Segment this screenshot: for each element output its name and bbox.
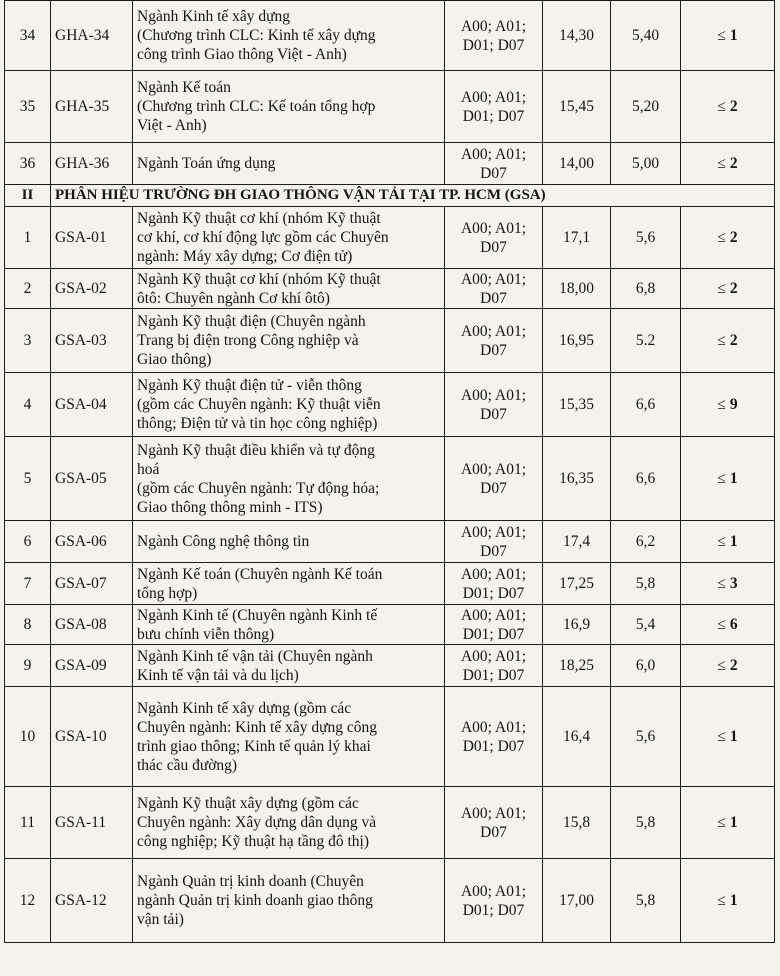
minimum-score-cell: 5,20 <box>611 71 681 143</box>
cutoff-score-cell: 18,25 <box>543 645 611 687</box>
major-code-cell: GHA-35 <box>51 71 133 143</box>
table-row <box>5 143 775 185</box>
minimum-score-cell: 6,0 <box>611 645 681 687</box>
stt-cell: 8 <box>5 605 51 645</box>
subject-combination-cell <box>445 687 543 787</box>
major-code-cell: GSA-07 <box>51 563 133 605</box>
table-row <box>5 645 775 687</box>
subject-combination-line: A00; A01; <box>460 565 527 583</box>
major-code-cell: GSA-10 <box>51 687 133 787</box>
subject-combination-cell <box>445 787 543 859</box>
wish-order-value: 3 <box>729 575 738 592</box>
stt-cell: 34 <box>5 1 51 71</box>
major-name-line: công nghiệp; Kỹ thuật hạ tầng đô thị) <box>137 833 370 850</box>
major-code-cell: GSA-04 <box>51 373 133 437</box>
wish-order-value: 1 <box>729 814 738 831</box>
wish-order-value: 2 <box>729 229 738 246</box>
cutoff-score-cell: 15,45 <box>543 71 611 143</box>
major-name-line: tổng hợp) <box>137 584 198 602</box>
major-name-line: (Chương trình CLC: Kế toán tổng hợp <box>137 98 376 115</box>
major-name-line: Ngành Kế toán <box>137 79 231 96</box>
less-equal-symbol: ≤ <box>717 892 726 909</box>
stt-cell: 3 <box>5 309 51 373</box>
subject-combination-line: A00; A01; <box>460 88 527 106</box>
wish-order-value: 1 <box>729 470 738 487</box>
minimum-score-cell: 5,8 <box>611 859 681 943</box>
subject-combination-line: D07 <box>480 164 507 182</box>
major-name-cell <box>133 563 445 605</box>
subject-combination-line: A00; A01; <box>460 145 527 163</box>
wish-order-cell <box>681 859 775 943</box>
major-name-line: ngành: Máy xây dựng; Cơ điện tử) <box>137 248 353 265</box>
major-name-cell <box>133 521 445 563</box>
major-name-cell <box>133 373 445 437</box>
subject-combination-cell <box>445 645 543 687</box>
wish-order-value: 6 <box>729 616 738 633</box>
table-row <box>5 687 775 787</box>
major-name-line: Ngành Công nghệ thông tin <box>137 533 310 550</box>
subject-combination-line: A00; A01; <box>460 804 527 822</box>
cutoff-score-cell: 17,1 <box>543 207 611 269</box>
cutoff-score-cell: 14,30 <box>543 1 611 71</box>
major-name-line: Chuyên ngành: Xây dựng dân dụng và <box>137 814 377 831</box>
major-name-line: Chuyên ngành: Kinh tế xây dựng công <box>137 718 378 736</box>
cutoff-score-cell: 15,35 <box>543 373 611 437</box>
wish-order-value: 1 <box>729 27 738 44</box>
subject-combination-line: D07 <box>480 238 507 256</box>
minimum-score-cell: 5,6 <box>611 687 681 787</box>
stt-cell: 35 <box>5 71 51 143</box>
table-body-bottom <box>5 207 775 943</box>
admission-cutoff-table <box>4 0 775 943</box>
less-equal-symbol: ≤ <box>717 470 726 487</box>
major-name-cell <box>133 309 445 373</box>
cutoff-score-cell: 15,8 <box>543 787 611 859</box>
major-name-cell <box>133 859 445 943</box>
subject-combination-line: A00; A01; <box>460 523 527 541</box>
subject-combination-line: D07 <box>480 341 507 359</box>
minimum-score-cell: 5,4 <box>611 605 681 645</box>
wish-order-cell <box>681 645 775 687</box>
table-row <box>5 373 775 437</box>
major-name-line: (Chương trình CLC: Kinh tế xây dựng <box>137 27 376 44</box>
table-row <box>5 787 775 859</box>
stt-cell: 5 <box>5 437 51 521</box>
minimum-score-cell: 5,00 <box>611 143 681 185</box>
wish-order-value: 1 <box>729 892 738 909</box>
wish-order-value: 2 <box>729 155 738 172</box>
subject-combination-line: A00; A01; <box>460 647 527 665</box>
subject-combination-line: D07 <box>480 823 507 841</box>
table-row <box>5 269 775 309</box>
subject-combination-cell <box>445 605 543 645</box>
major-code-cell: GSA-12 <box>51 859 133 943</box>
wish-order-cell <box>681 437 775 521</box>
subject-combination-line: A00; A01; <box>460 718 527 736</box>
major-name-line: Ngành Kế toán (Chuyên ngành Kế toán <box>137 565 383 583</box>
major-name-line: Ngành Kỹ thuật cơ khí (nhóm Kỹ thuật <box>137 210 381 227</box>
wish-order-cell <box>681 143 775 185</box>
major-name-line: Kinh tế vận tải và du lịch) <box>137 666 299 684</box>
major-name-cell <box>133 605 445 645</box>
major-code-cell: GSA-06 <box>51 521 133 563</box>
table-row <box>5 71 775 143</box>
less-equal-symbol: ≤ <box>717 728 726 745</box>
wish-order-value: 9 <box>729 396 738 413</box>
wish-order-cell <box>681 1 775 71</box>
less-equal-symbol: ≤ <box>717 98 726 115</box>
minimum-score-cell: 5,8 <box>611 563 681 605</box>
cutoff-score-cell: 17,25 <box>543 563 611 605</box>
stt-cell: 12 <box>5 859 51 943</box>
less-equal-symbol: ≤ <box>717 814 726 831</box>
table-row <box>5 207 775 269</box>
major-name-cell <box>133 71 445 143</box>
wish-order-cell <box>681 521 775 563</box>
wish-order-cell <box>681 373 775 437</box>
less-equal-symbol: ≤ <box>717 155 726 172</box>
cutoff-score-cell: 17,00 <box>543 859 611 943</box>
cutoff-score-cell: 17,4 <box>543 521 611 563</box>
major-code-cell: GHA-36 <box>51 143 133 185</box>
major-name-line: Ngành Kỹ thuật điện (Chuyên ngành <box>137 313 366 330</box>
subject-combination-line: D01; D07 <box>462 584 525 602</box>
major-name-line: Ngành Kinh tế xây dựng (gồm các <box>137 699 352 717</box>
major-name-line: công trình Giao thông Việt - Anh) <box>137 46 347 63</box>
subject-combination-line: D07 <box>480 289 507 307</box>
table-row <box>5 563 775 605</box>
minimum-score-cell: 5,6 <box>611 207 681 269</box>
minimum-score-cell: 5,8 <box>611 787 681 859</box>
cutoff-score-cell: 16,9 <box>543 605 611 645</box>
minimum-score-cell: 5,40 <box>611 1 681 71</box>
subject-combination-line: D01; D07 <box>462 36 525 54</box>
major-name-line: ngành Quản trị kinh doanh giao thông <box>137 892 373 909</box>
wish-order-cell <box>681 605 775 645</box>
major-name-line: Ngành Kỹ thuật cơ khí (nhóm Kỹ thuật <box>137 270 381 288</box>
major-code-cell: GSA-01 <box>51 207 133 269</box>
wish-order-value: 2 <box>729 332 738 349</box>
major-name-line: Giao thông thông minh - ITS) <box>137 498 323 516</box>
major-code-cell: GSA-11 <box>51 787 133 859</box>
table-row <box>5 1 775 71</box>
major-code-cell: GSA-02 <box>51 269 133 309</box>
wish-order-value: 2 <box>729 657 738 674</box>
major-name-cell <box>133 437 445 521</box>
major-name-line: Việt - Anh) <box>137 117 207 134</box>
major-code-cell: GSA-05 <box>51 437 133 521</box>
subject-combination-cell <box>445 1 543 71</box>
section-row <box>5 185 775 207</box>
subject-combination-line: D01; D07 <box>462 737 525 755</box>
major-name-cell <box>133 207 445 269</box>
cutoff-score-cell: 16,95 <box>543 309 611 373</box>
subject-combination-line: D07 <box>480 542 507 560</box>
major-name-line: (gồm các Chuyên ngành: Kỹ thuật viễn <box>137 396 381 413</box>
cutoff-score-cell: 16,35 <box>543 437 611 521</box>
subject-combination-line: A00; A01; <box>460 17 527 35</box>
major-name-line: hoá <box>137 460 160 478</box>
subject-combination-line: D07 <box>480 479 507 497</box>
subject-combination-cell <box>445 207 543 269</box>
subject-combination-cell <box>445 373 543 437</box>
subject-combination-cell <box>445 859 543 943</box>
subject-combination-line: D01; D07 <box>462 666 525 684</box>
wish-order-cell <box>681 309 775 373</box>
section-title: PHÂN HIỆU TRƯỜNG ĐH GIAO THÔNG VẬN TẢI TẠI TP. HCM (GSA) <box>51 185 775 207</box>
minimum-score-cell: 6,6 <box>611 437 681 521</box>
less-equal-symbol: ≤ <box>717 229 726 246</box>
major-name-cell <box>133 645 445 687</box>
subject-combination-cell <box>445 269 543 309</box>
wish-order-value: 2 <box>729 280 738 297</box>
subject-combination-line: A00; A01; <box>460 606 527 624</box>
major-name-line: ôtô: Chuyên ngành Cơ khí ôtô) <box>137 289 330 307</box>
less-equal-symbol: ≤ <box>717 332 726 349</box>
stt-cell: 11 <box>5 787 51 859</box>
wish-order-value: 1 <box>729 728 738 745</box>
major-name-line: Ngành Kinh tế vận tải (Chuyên ngành <box>137 647 373 665</box>
less-equal-symbol: ≤ <box>717 27 726 44</box>
stt-cell: 1 <box>5 207 51 269</box>
minimum-score-cell: 6,8 <box>611 269 681 309</box>
major-name-line: cơ khí, cơ khí động lực gồm các Chuyên <box>137 229 389 246</box>
major-name-line: trình giao thông; Kinh tế quản lý khai <box>137 737 371 755</box>
less-equal-symbol: ≤ <box>717 616 726 633</box>
less-equal-symbol: ≤ <box>717 575 726 592</box>
major-name-cell <box>133 1 445 71</box>
subject-combination-line: D01; D07 <box>462 901 525 919</box>
subject-combination-line: A00; A01; <box>460 322 527 340</box>
table-row <box>5 437 775 521</box>
table-row <box>5 521 775 563</box>
major-name-cell <box>133 143 445 185</box>
major-name-line: Ngành Toán ứng dụng <box>137 155 276 172</box>
wish-order-cell <box>681 787 775 859</box>
less-equal-symbol: ≤ <box>717 280 726 297</box>
minimum-score-cell: 5.2 <box>611 309 681 373</box>
table-row <box>5 605 775 645</box>
cutoff-score-cell: 14,00 <box>543 143 611 185</box>
table-row <box>5 859 775 943</box>
subject-combination-line: A00; A01; <box>460 270 527 288</box>
subject-combination-line: D01; D07 <box>462 107 525 125</box>
major-name-line: Ngành Kỹ thuật điện tử - viễn thông <box>137 377 362 394</box>
stt-cell: 2 <box>5 269 51 309</box>
wish-order-value: 2 <box>729 98 738 115</box>
major-name-line: thông; Điện tử và tin học công nghiệp) <box>137 415 378 432</box>
less-equal-symbol: ≤ <box>717 657 726 674</box>
subject-combination-cell <box>445 521 543 563</box>
subject-combination-line: A00; A01; <box>460 460 527 478</box>
major-name-cell <box>133 787 445 859</box>
stt-cell: 7 <box>5 563 51 605</box>
less-equal-symbol: ≤ <box>717 533 726 550</box>
wish-order-value: 1 <box>729 533 738 550</box>
subject-combination-line: D07 <box>480 405 507 423</box>
section-header-group <box>5 185 775 207</box>
subject-combination-cell <box>445 563 543 605</box>
stt-cell: 4 <box>5 373 51 437</box>
major-code-cell: GSA-08 <box>51 605 133 645</box>
major-name-line: Trang bị điện trong Công nghiệp và <box>137 332 359 349</box>
major-name-line: Giao thông) <box>137 351 212 368</box>
wish-order-cell <box>681 687 775 787</box>
minimum-score-cell: 6,6 <box>611 373 681 437</box>
major-name-line: Ngành Kỹ thuật điều khiển và tự động <box>137 441 375 459</box>
subject-combination-cell <box>445 309 543 373</box>
major-name-line: vận tải) <box>137 911 184 928</box>
major-name-cell <box>133 687 445 787</box>
stt-cell: 6 <box>5 521 51 563</box>
wish-order-cell <box>681 563 775 605</box>
subject-combination-line: D01; D07 <box>462 625 525 643</box>
subject-combination-cell <box>445 143 543 185</box>
minimum-score-cell: 6,2 <box>611 521 681 563</box>
major-code-cell: GSA-09 <box>51 645 133 687</box>
major-code-cell: GHA-34 <box>51 1 133 71</box>
major-name-line: bưu chính viễn thông) <box>137 625 275 643</box>
subject-combination-line: A00; A01; <box>460 882 527 900</box>
stt-cell: 10 <box>5 687 51 787</box>
wish-order-cell <box>681 207 775 269</box>
major-name-line: Ngành Kinh tế (Chuyên ngành Kinh tế <box>137 606 378 624</box>
major-name-line: thác cầu đường) <box>137 756 238 774</box>
table-row <box>5 309 775 373</box>
subject-combination-line: A00; A01; <box>460 386 527 404</box>
cutoff-score-cell: 16,4 <box>543 687 611 787</box>
stt-cell: 36 <box>5 143 51 185</box>
section-number: II <box>5 185 51 207</box>
major-code-cell: GSA-03 <box>51 309 133 373</box>
stt-cell: 9 <box>5 645 51 687</box>
subject-combination-cell <box>445 71 543 143</box>
subject-combination-cell <box>445 437 543 521</box>
major-name-cell <box>133 269 445 309</box>
wish-order-cell <box>681 71 775 143</box>
major-name-line: Ngành Quản trị kinh doanh (Chuyên <box>137 873 364 890</box>
major-name-line: Ngành Kinh tế xây dựng <box>137 8 291 25</box>
major-name-line: (gồm các Chuyên ngành: Tự động hóa; <box>137 479 380 497</box>
subject-combination-line: A00; A01; <box>460 219 527 237</box>
major-name-line: Ngành Kỹ thuật xây dựng (gồm các <box>137 795 359 812</box>
table-body-top <box>5 1 775 185</box>
wish-order-cell <box>681 269 775 309</box>
less-equal-symbol: ≤ <box>717 396 726 413</box>
cutoff-score-cell: 18,00 <box>543 269 611 309</box>
